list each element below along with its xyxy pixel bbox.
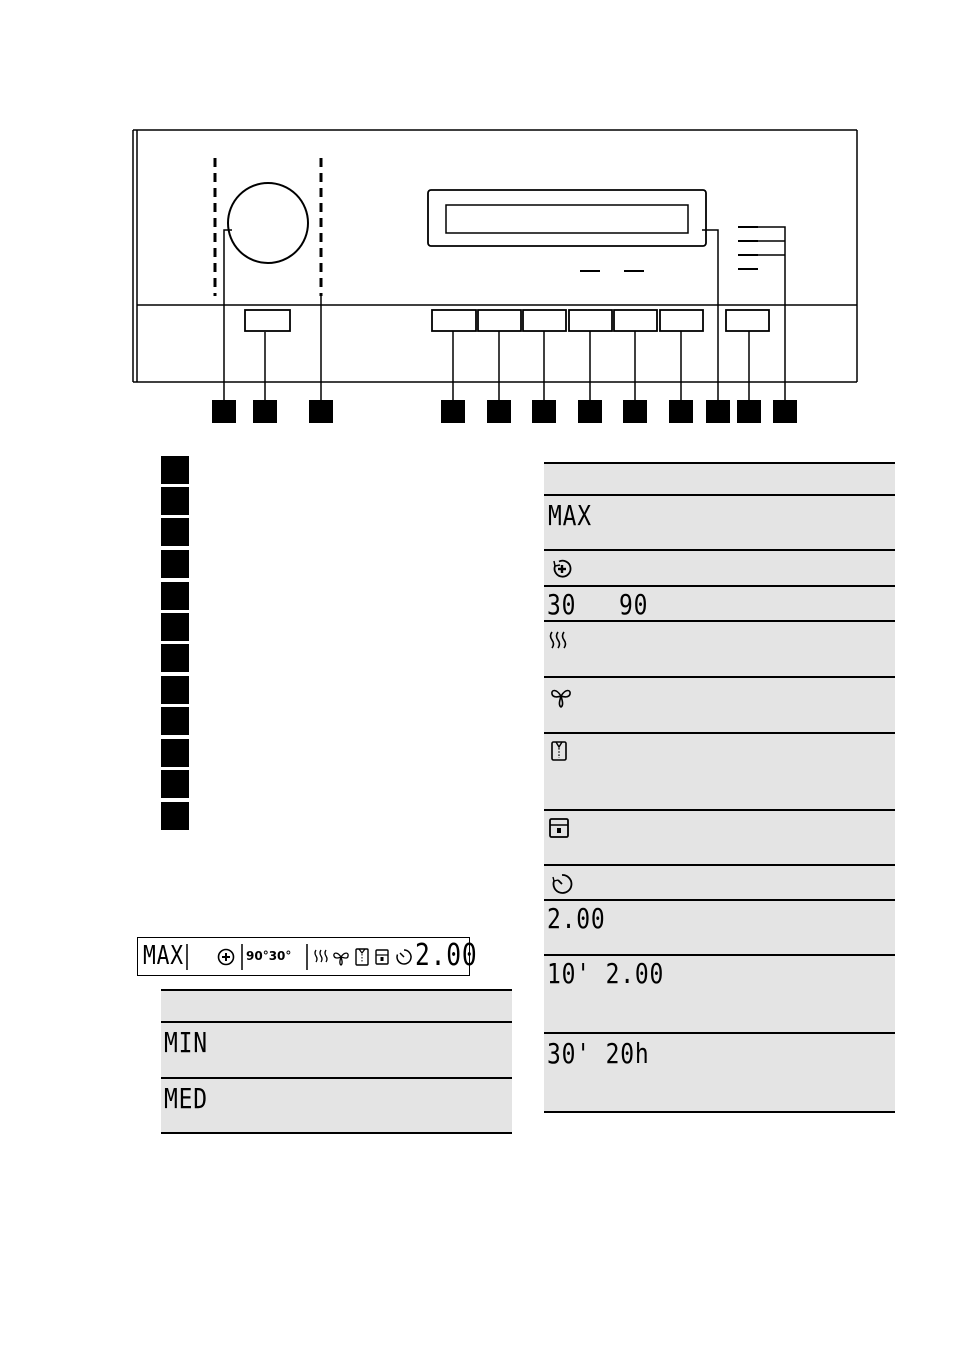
fan-icon (332, 947, 350, 967)
table-row-temperature (544, 587, 895, 622)
legend-square-12 (161, 802, 189, 830)
table-header-row (544, 462, 895, 496)
table-row-delay (544, 866, 895, 901)
legend-square-5 (161, 582, 189, 610)
display-separator-2 (240, 944, 244, 970)
table-row-heat (544, 622, 895, 678)
legend-square-6 (161, 613, 189, 641)
callout-5 (487, 400, 511, 423)
table-row-time (544, 901, 895, 956)
program-dial (228, 183, 308, 263)
table-row-time-countdown (544, 956, 895, 1034)
door-lock-icon (548, 817, 570, 839)
start-pause-button (726, 310, 769, 331)
callout-2 (253, 400, 277, 423)
symbol-min: MIN (164, 1026, 208, 1059)
button-6 (523, 310, 566, 331)
display-time-label: 2.00 (415, 938, 478, 973)
table-row-door-lock (544, 811, 895, 866)
callout-9 (669, 400, 693, 423)
legend-square-3 (161, 518, 189, 546)
table-row-delay-range (544, 1034, 895, 1113)
callout-11 (737, 400, 761, 423)
panel-buttons (245, 310, 769, 331)
heat-icon (313, 948, 329, 966)
button-5 (478, 310, 521, 331)
cycle-plus-icon (550, 557, 574, 581)
callout-8 (623, 400, 647, 423)
symbol-delay-range: 30' 20h (547, 1037, 650, 1070)
cycle-plus-icon (216, 947, 236, 967)
callout-squares (212, 400, 797, 423)
button-7 (569, 310, 612, 331)
display-max-label: MAX (143, 941, 184, 971)
display-legend-table-left (161, 989, 512, 1134)
display-separator-3 (305, 944, 309, 970)
display-strip (137, 937, 478, 976)
heat-icon (548, 630, 568, 654)
symbol-time-countdown: 10' 2.00 (547, 957, 665, 990)
symbol-temp-high: 90 (619, 588, 649, 621)
button-8 (614, 310, 657, 331)
symbol-max: MAX (548, 499, 592, 532)
table-row-max (544, 496, 895, 551)
display-legend-table-right (544, 462, 895, 1113)
table-row-min (161, 1023, 512, 1079)
symbol-temp-low: 30 (547, 588, 577, 621)
legend-square-9 (161, 707, 189, 735)
display-inner (446, 205, 688, 233)
symbol-time: 2.00 (547, 902, 606, 935)
legend-square-8 (161, 676, 189, 704)
legend-square-1 (161, 456, 189, 484)
button-9 (660, 310, 703, 331)
legend-square-4 (161, 550, 189, 578)
shirt-icon (550, 740, 568, 762)
table-row-fan (544, 678, 895, 734)
callout-12 (773, 400, 797, 423)
table-header-row (161, 989, 512, 1023)
button-4 (432, 310, 476, 331)
table-row-cycle-plus (544, 551, 895, 587)
indicator-dashes (738, 227, 758, 269)
callout-10 (706, 400, 730, 423)
symbol-med: MED (164, 1082, 208, 1115)
callout-1 (212, 400, 236, 423)
legend-square-7 (161, 644, 189, 672)
table-row-med (161, 1079, 512, 1134)
callout-4 (441, 400, 465, 423)
table-row-shirt (544, 734, 895, 811)
door-lock-icon (374, 948, 390, 966)
display-separator-1 (185, 944, 189, 970)
callout-6 (532, 400, 556, 423)
shirt-icon (354, 947, 370, 967)
callout-7 (578, 400, 602, 423)
legend-square-10 (161, 739, 189, 767)
callout-3 (309, 400, 333, 423)
display-temp-label: 90°30° (246, 949, 292, 963)
fan-icon (550, 684, 572, 710)
delay-icon (394, 947, 414, 967)
legend-square-11 (161, 770, 189, 798)
onoff-button (245, 310, 290, 331)
control-panel-diagram (0, 0, 954, 440)
legend-square-2 (161, 487, 189, 515)
delay-icon (550, 872, 574, 896)
